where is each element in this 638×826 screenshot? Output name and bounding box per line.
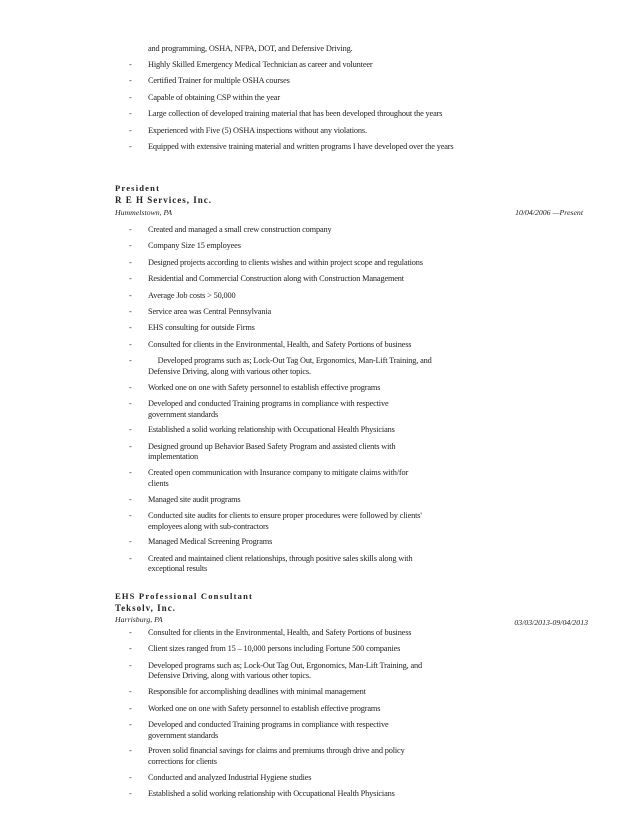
job-title: President (115, 183, 161, 193)
company-name: R E H Services, Inc. (115, 195, 212, 205)
job-dates: 10/04/2006 —Present (515, 208, 583, 217)
company-name: Teksolv, Inc. (115, 603, 176, 613)
job-location: Harrisburg, PA (115, 615, 163, 624)
job-location: Hummelstown, PA (115, 208, 173, 217)
continuation-line: and programming, OSHA, NFPA, DOT, and Defensive Driving. (148, 44, 353, 53)
job-dates: 03/03/2013-09/04/2013 (514, 618, 588, 627)
resume-page: and programming, OSHA, NFPA, DOT, and Defensive Driving. - Highly Skilled Emergency Medical Technician as career and volunteer - Certified Trainer for multiple OSHA courses - Capable of obtaining CSP within the year - Large collection of developed training material that has been developed throughout the years - Experienced with Five (5) OSHA inspections without any violations. - Equipped with extensive training material and written programs I have developed over the years President R E H Services, Inc. Hummelstown, PA 10/04/2006 —Present - Created and managed a small crew construction company - Company Size 15 employees - Designed projects according to clients wishes and within project scope and regulations - Residential and Commercial Construction along with Construction Management - Average Job costs > 50,000 - Service area was Central Pennsylvania - EHS consulting for outside Firms - Consulted for clients in the Environmental, Health, and Safety Portions of business - Developed programs such as; Lock-Out Tag Out, Ergonomics, Man-Lift Training, and Defensive Driving, along with various other topics. - Worked one on one with Safety personnel to establish effective programs - Developed and conducted Training programs in compliance with respective government standards - Established a solid working relationship with Occupational Health Physicians - Designed ground up Behavior Based Safety Program and assisted clients with implementation - Created open communication with Insurance company to mitigate claims with/for clients - Managed site audit programs - Conducted site audits for clients to ensure proper procedures were followed by clients' employees along with sub-contractors - Managed Medical Screening Programs - Created and maintained client relationships, through positive sales skills along with exceptional results EHS Professional Consultant Teksolv, Inc. Harrisburg, PA 03/03/2013-09/04/2013 - Consulted for clients in the Environmental, Health, and Safety Portions of business - Client sizes ranged from 15 – 10,000 persons including Fortune 500 companies - Developed programs such as; Lock-Out Tag Out, Ergonomics, Man-Lift Training, and Defensive Driving, along with various other topics. - Responsible for accomplishing deadlines with minimal management - Worked one on one with Safety personnel to establish effective programs - Developed and conducted Training programs in compliance with respective government standards - Proven solid financial savings for claims and premiums through drive and policy corrections for clients - Conducted and analyzed Industrial Hygiene studies - Established a solid working relationship with Occupational Health Physicians (115, 44, 588, 799)
job-title: EHS Professional Consultant (115, 591, 254, 601)
